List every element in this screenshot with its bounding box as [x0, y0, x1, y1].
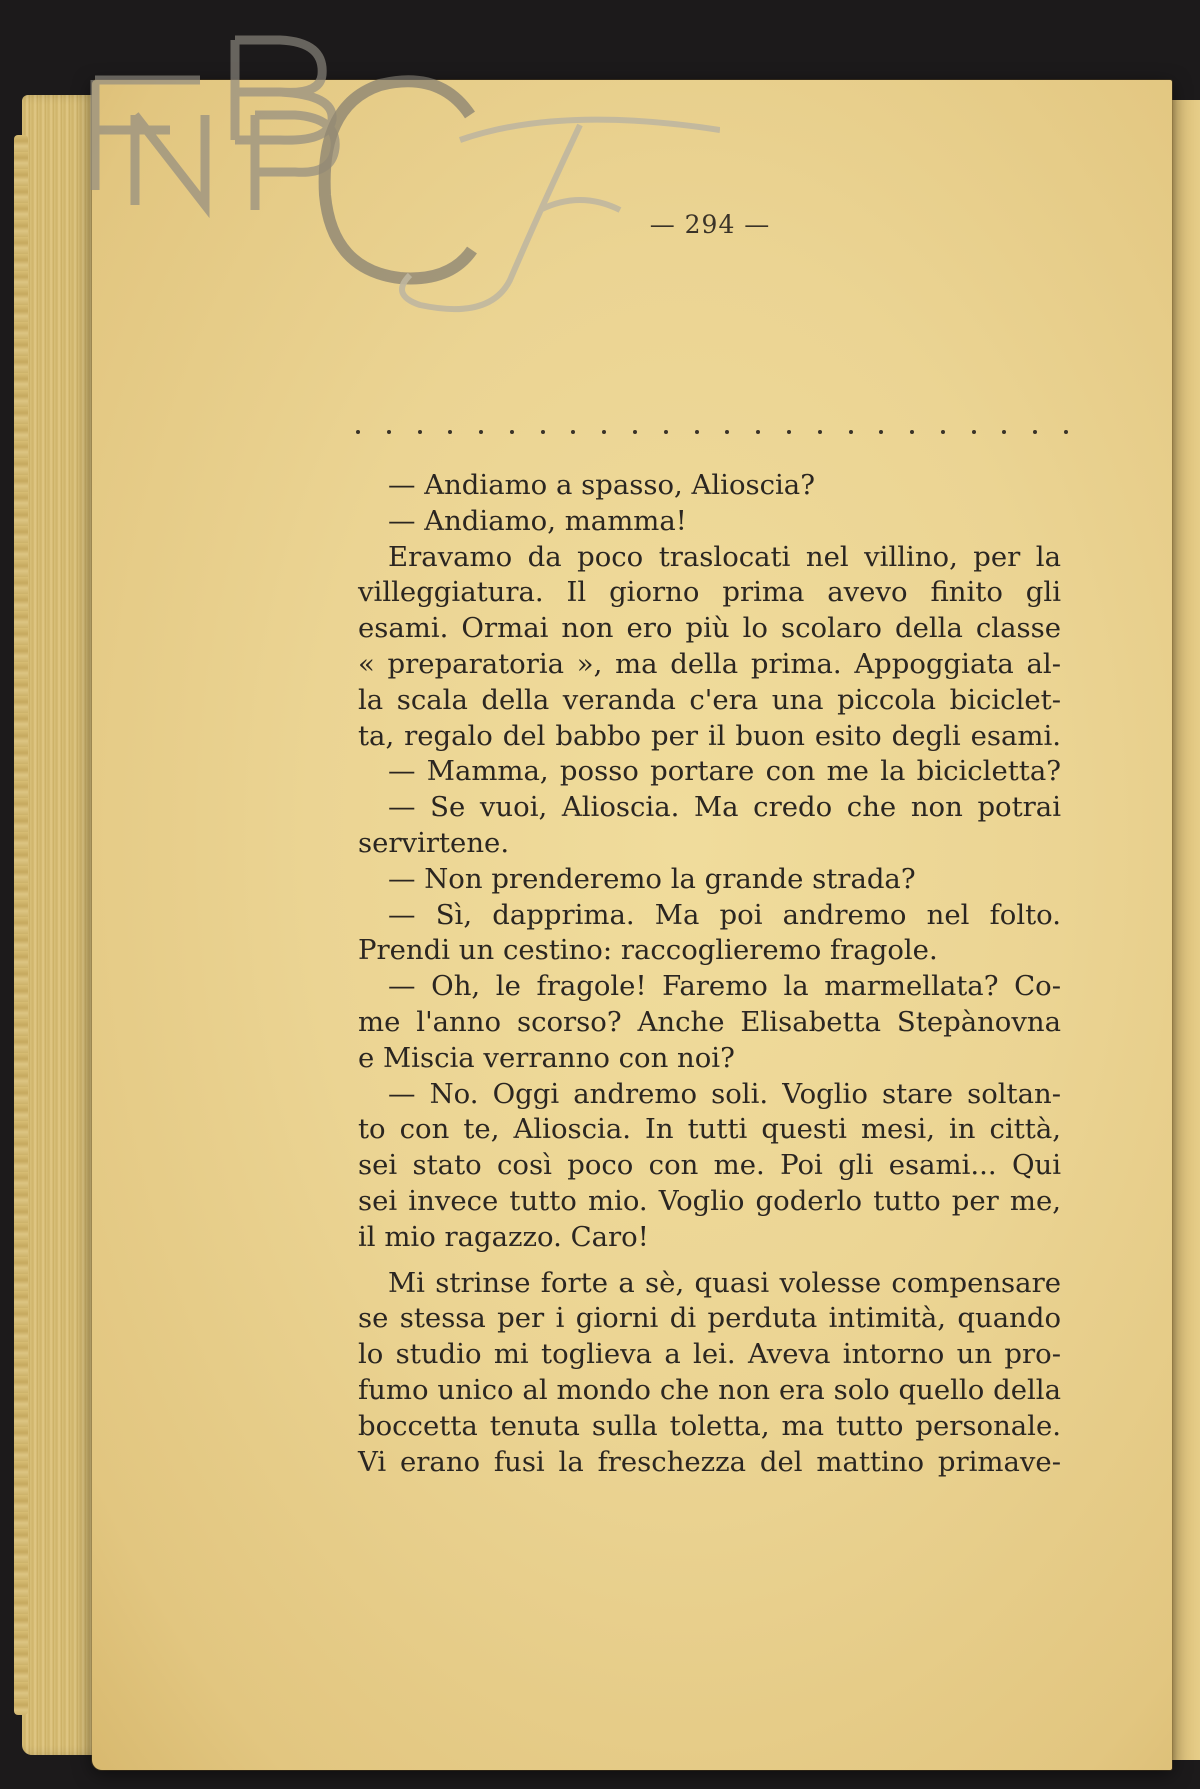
separator-dot — [941, 430, 945, 434]
text-line: lo studio mi toglieva a lei. Aveva intorno un pro- — [358, 1338, 1061, 1371]
separator-dot — [356, 430, 360, 434]
separator-dot — [664, 430, 668, 434]
separator-dot — [910, 430, 914, 434]
text-line: — Se vuoi, Alioscia. Ma credo che non potrai — [388, 791, 1061, 824]
separator-dot — [448, 430, 452, 434]
text-line: fumo unico al mondo che non era solo quello della — [358, 1373, 1061, 1406]
text-line: « preparatoria », ma della prima. Appoggiata al- — [358, 647, 1061, 680]
text-line: — Andiamo, mamma! — [388, 504, 687, 537]
separator-dot — [633, 430, 637, 434]
separator-dot — [1033, 430, 1037, 434]
text-line: — Oh, le fragole! Faremo la marmellata? Co- — [388, 970, 1061, 1003]
text-line: — No. Oggi andremo soli. Voglio stare soltan- — [388, 1077, 1061, 1110]
text-line: villeggiatura. Il giorno prima avevo finito gli — [358, 576, 1061, 609]
text-line: se stessa per i giorni di perduta intimità, quando — [358, 1302, 1061, 1335]
library-seal-icon — [40, 20, 720, 320]
text-line: esami. Ormai non ero più lo scolaro della classe — [358, 612, 1061, 645]
separator-dot — [972, 430, 976, 434]
separator-dot — [879, 430, 883, 434]
separator-dot — [541, 430, 545, 434]
separator-dot — [418, 430, 422, 434]
text-line: to con te, Alioscia. In tutti questi mesi, in città, — [358, 1113, 1061, 1146]
text-line: servirtene. — [358, 826, 510, 859]
page-number: — 294 — — [649, 210, 771, 239]
text-line: sei invece tutto mio. Voglio goderlo tutto per me, — [358, 1184, 1061, 1217]
text-line: sei stato così poco con me. Poi gli esami... Qui — [358, 1149, 1061, 1182]
separator-dot — [1002, 430, 1006, 434]
text-line: — Andiamo a spasso, Alioscia? — [388, 469, 815, 501]
body-text — [358, 468, 1061, 1480]
separator-dot — [787, 430, 791, 434]
text-line: Vi erano fusi la freschezza del mattino primave- — [358, 1445, 1061, 1478]
text-line: ta, regalo del babbo per il buon esito degli esami. — [358, 719, 1061, 752]
separator-dot — [571, 430, 575, 434]
text-line: — Non prenderemo la grande strada? — [388, 862, 916, 895]
text-line: boccetta tenuta sulla toletta, ma tutto personale. — [358, 1409, 1061, 1442]
text-line: la scala della veranda c'era una piccola biciclet- — [358, 683, 1061, 716]
separator-dot — [510, 430, 514, 434]
text-line: me l'anno scorso? Anche Elisabetta Stepànovna — [358, 1005, 1061, 1038]
separator-dot — [1064, 430, 1068, 434]
text-line: — Sì, dapprima. Ma poi andremo nel folto. — [388, 898, 1061, 931]
text-line: Eravamo da poco traslocati nel villino, per la — [388, 540, 1061, 573]
text-line: Mi strinse forte a sè, quasi volesse compensare — [388, 1266, 1061, 1299]
text-line: il mio ragazzo. Caro! — [358, 1220, 649, 1253]
separator-dot — [479, 430, 483, 434]
separator-dot — [818, 430, 822, 434]
separator-dot — [387, 430, 391, 434]
text-line: e Miscia verranno con noi? — [358, 1041, 735, 1074]
separator-dot — [725, 430, 729, 434]
separator-dot — [756, 430, 760, 434]
separator-dot — [695, 430, 699, 434]
separator-dot — [849, 430, 853, 434]
text-line: Prendi un cestino: raccoglieremo fragole. — [358, 934, 938, 967]
ellipsis-separator — [356, 430, 1068, 450]
text-line: — Mamma, posso portare con me la bicicletta? — [388, 755, 1061, 788]
separator-dot — [602, 430, 606, 434]
